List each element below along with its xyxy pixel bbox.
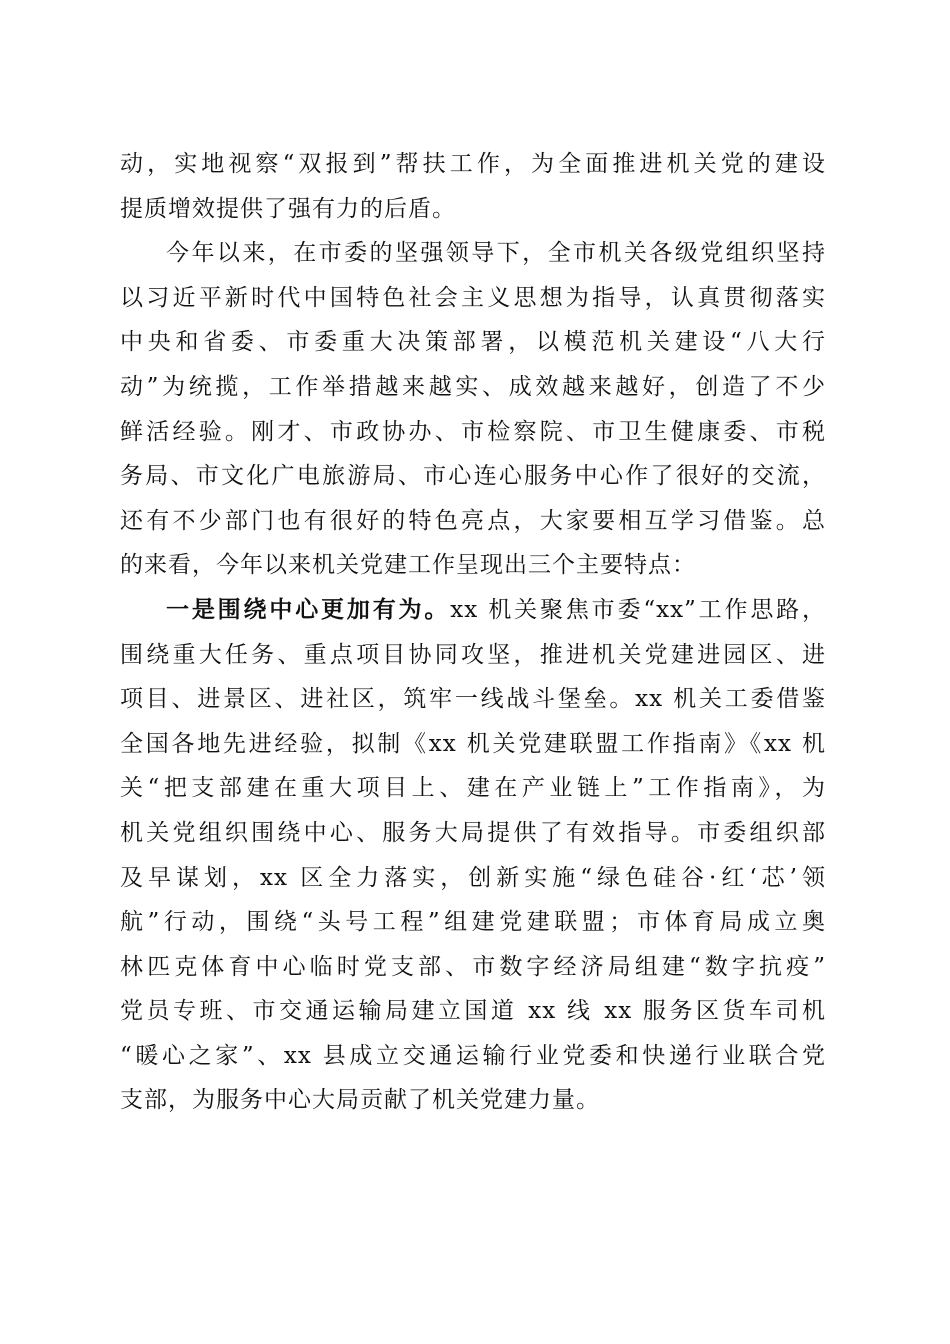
text-line (120, 588, 826, 633)
text-line: 中央和省委、市委重大决策部署，以模范机关建设“八大行 (120, 329, 826, 356)
paragraph-lead-heading: 一是围绕中心更加有为。 (166, 595, 451, 623)
text-line: 提质增效提供了强有力的后盾。 (120, 195, 456, 222)
text-line: 务局、市文化广电旅游局、市心连心服务中心作了很好的交流， (120, 463, 826, 490)
text-line: 以习近平新时代中国特色社会主义思想为指导，认真贯彻落实 (120, 284, 826, 311)
text-line: 项目、进景区、进社区，筑牢一线战斗堡垒。xx 机关工委借鉴 (120, 686, 826, 713)
text-line: 动”为统揽，工作举措越来越实、成效越来越好，创造了不少 (120, 373, 826, 400)
text-line: 支部，为服务中心大局贡献了机关党建力量。 (120, 1087, 600, 1114)
text-line: 党员专班、市交通运输局建立国道 xx 线 xx 服务区货车司机 (120, 998, 826, 1025)
text-line: 及早谋划，xx 区全力落实，创新实施“绿色硅谷·红‘芯’领 (120, 864, 826, 891)
text-run: xx 机关聚焦市委“xx”工作思路， (450, 596, 826, 623)
text-line: 动，实地视察“双报到”帮扶工作，为全面推进机关党的建设 (120, 151, 826, 177)
text-line: 林匹克体育中心临时党支部、市数字经济局组建“数字抗疫” (120, 953, 826, 980)
text-line: 关“把支部建在重大项目上、建在产业链上”工作指南》，为 (120, 775, 826, 802)
text-line: 的来看，今年以来机关党建工作呈现出三个主要特点： (120, 552, 696, 579)
text-line: 今年以来，在市委的坚强领导下，全市机关各级党组织坚持 (166, 240, 826, 267)
text-line: 鲜活经验。刚才、市政协办、市检察院、市卫生健康委、市税 (120, 418, 826, 445)
text-line: 机关党组织围绕中心、服务大局提供了有效指导。市委组织部 (120, 819, 826, 846)
text-line: 还有不少部门也有很好的特色亮点，大家要相互学习借鉴。总 (120, 507, 826, 534)
document-body (120, 142, 826, 1123)
text-line: 航”行动，围绕“头号工程”组建党建联盟；市体育局成立奥 (120, 909, 826, 936)
text-line: 全国各地先进经验，拟制《xx 机关党建联盟工作指南》《xx 机 (120, 730, 826, 757)
text-line: 围绕重大任务、重点项目协同攻坚，推进机关党建进园区、进 (120, 641, 826, 668)
text-line: “暖心之家”、xx 县成立交通运输行业党委和快递行业联合党 (120, 1042, 826, 1069)
